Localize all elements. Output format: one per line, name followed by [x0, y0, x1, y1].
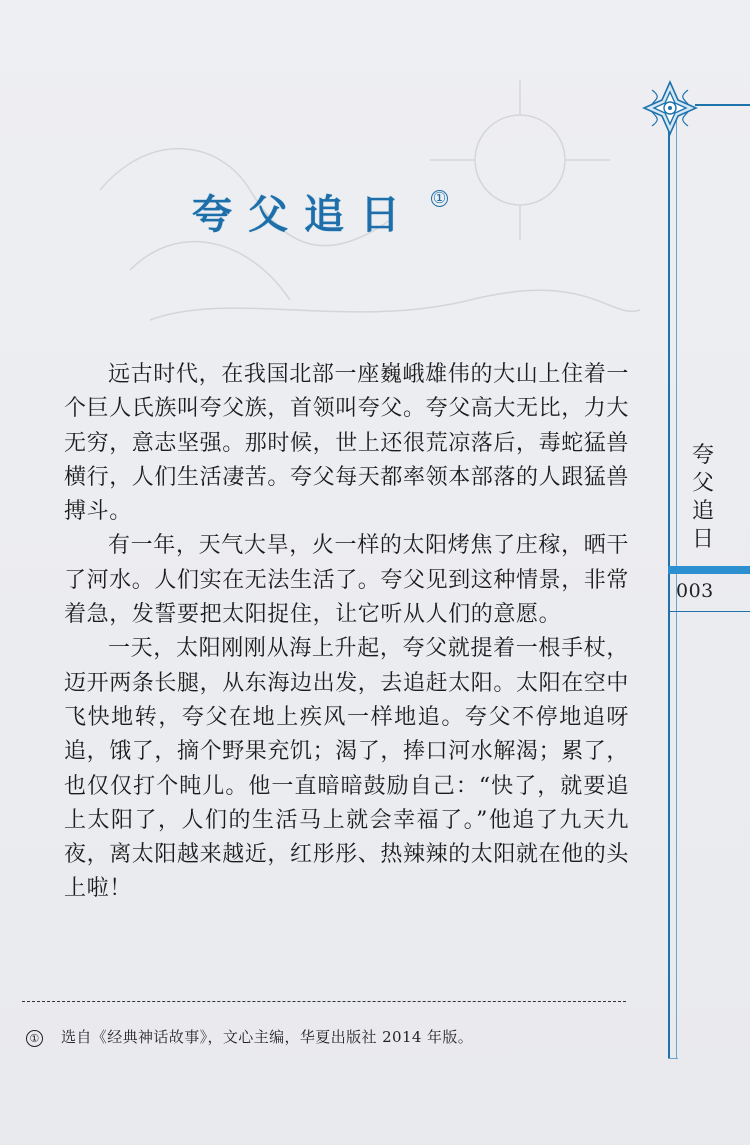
footnote-text: 选自《经典神话故事》，文心主编，华夏出版社 2014 年版。 [61, 1028, 474, 1046]
page-number: 003 [676, 580, 714, 602]
footnote-marker: ① [26, 1030, 43, 1047]
paragraph-1: 远古时代，在我国北部一座巍峨雄伟的大山上住着一个巨人氏族叫夸父族，首领叫夸父。夸父高大无比，力大无穷，意志坚强。那时候，世上还很荒凉落后，毒蛇猛兽横行，人们生活凄苦。夸父每天都率领本部落的人跟猛兽搏斗。 [64, 362, 630, 525]
paragraph-2: 有一年，天气大旱，火一样的太阳烤焦了庄稼，晒干了河水。人们实在无法生活了。夸父见到这种情景，非常着急，发誓要把太阳捉住，让它听从人们的意愿。 [64, 533, 630, 628]
corner-ornament-icon [642, 80, 698, 136]
page-number-bar [668, 566, 750, 574]
sidebar-frame-bottom [668, 1058, 678, 1059]
footnote-divider [22, 1001, 626, 1002]
title-footnote-marker[interactable]: ① [432, 189, 447, 207]
sidebar-chapter-title: 夸父追日 [691, 443, 714, 552]
sidebar-frame-line [668, 104, 670, 1059]
article-body [64, 358, 629, 907]
article-title: 夸父追日 [192, 192, 416, 238]
paragraph-3: 一天，太阳刚刚从海上升起，夸父就提着一根手杖，迈开两条长腿，从东海边出发，去追赶太阳。太阳在空中飞快地转，夸父在地上疾风一样地追。夸父不停地追呀追，饿了，摘个野果充饥；渴了，捧口河水解渴；累了，也仅仅打个盹儿。他一直暗暗鼓励自己：“快了，就要追上太阳了，人们的生活马上就会幸福了。”他追了九天九夜，离太阳越来越近，红彤彤、热辣辣的太阳就在他的头上啦！ [64, 636, 630, 902]
footnote [26, 1026, 473, 1047]
sidebar-frame-top [695, 104, 750, 106]
page-number-rule [668, 611, 750, 612]
